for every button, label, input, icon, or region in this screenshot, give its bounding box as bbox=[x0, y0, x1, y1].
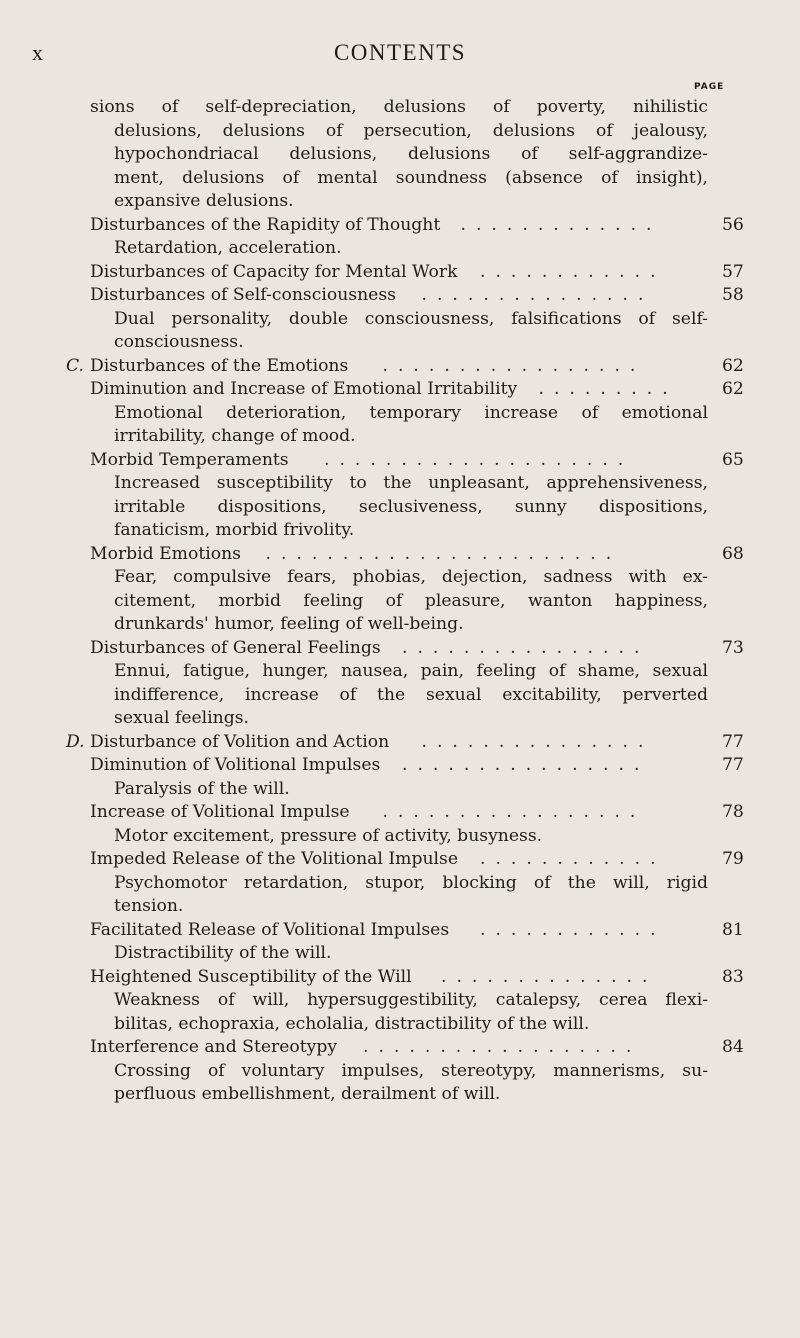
toc-description-line bbox=[0, 660, 800, 684]
entry-title: Interference and Stereotypy bbox=[90, 1037, 338, 1057]
page-number: 62 bbox=[722, 355, 744, 376]
entry-title: Disturbances of General Feelings bbox=[90, 637, 381, 658]
leader-dots: ............... bbox=[421, 731, 654, 752]
toc-description-line bbox=[0, 472, 800, 496]
toc-entry bbox=[0, 214, 800, 238]
entry-title: Disturbances of Capacity for Mental Work bbox=[90, 261, 458, 282]
page-number: 77 bbox=[722, 731, 744, 752]
page-number: 56 bbox=[722, 214, 744, 235]
description-text: Distractibility of the will. bbox=[114, 943, 332, 963]
description-text: tension. bbox=[114, 896, 184, 916]
entry-title: Heightened Susceptibility of the Will bbox=[90, 966, 412, 987]
description-text: perfluous embellishment, derailment of will. bbox=[114, 1084, 501, 1104]
description-text: Retardation, acceleration. bbox=[114, 238, 342, 258]
leader-dots: ................. bbox=[382, 802, 646, 822]
description-text: ment, delusions of mental soundness (absence of insight), bbox=[114, 167, 708, 188]
toc-description-line bbox=[0, 402, 800, 426]
entry-title: Diminution of Volitional Impulses bbox=[90, 755, 381, 775]
leader-dots: ............. bbox=[460, 214, 662, 235]
leader-dots: ............ bbox=[480, 849, 666, 869]
toc-section-heading bbox=[0, 355, 800, 379]
leader-dots: ................ bbox=[402, 755, 650, 775]
toc-description-line bbox=[0, 1060, 800, 1084]
page-header bbox=[0, 40, 800, 72]
description-text: irritability, change of mood. bbox=[114, 426, 356, 446]
toc-description-line bbox=[0, 872, 800, 896]
toc-description-line bbox=[0, 496, 800, 520]
toc-section-heading bbox=[0, 731, 800, 755]
page-number: 62 bbox=[722, 379, 744, 399]
toc-description-line bbox=[0, 190, 800, 214]
leader-dots: .................... bbox=[324, 449, 634, 470]
entry-title: Impeded Release of the Volitional Impulse bbox=[90, 849, 459, 869]
running-title: CONTENTS bbox=[333, 40, 467, 65]
description-text: sexual feelings. bbox=[114, 708, 250, 728]
description-text: Motor excitement, pressure of activity, busyness. bbox=[114, 825, 543, 846]
toc-entry bbox=[0, 848, 800, 872]
toc-description-line bbox=[0, 566, 800, 590]
description-text: indifference, increase of the sexual excitability, perverted bbox=[114, 684, 708, 705]
toc-entry bbox=[0, 261, 800, 285]
description-text: sions of self-depreciation, delusions of poverty, nihilistic bbox=[90, 97, 708, 117]
toc-entry bbox=[0, 801, 800, 825]
toc-entry bbox=[0, 637, 800, 661]
section-letter: D. bbox=[66, 731, 85, 752]
toc-description-line bbox=[0, 707, 800, 731]
toc-description-line bbox=[0, 989, 800, 1013]
leader-dots: .................. bbox=[363, 1037, 642, 1057]
description-text: Increased susceptibility to the unpleasant, apprehensiveness, bbox=[114, 473, 708, 493]
leader-dots: ............... bbox=[421, 285, 654, 305]
description-text: Paralysis of the will. bbox=[114, 778, 290, 799]
toc-entry bbox=[0, 966, 800, 990]
leader-dots: ......... bbox=[538, 379, 678, 399]
description-text: Fear, compulsive fears, phobias, dejection, sadness with ex- bbox=[114, 567, 708, 587]
description-text: delusions, delusions of persecution, delusions of jealousy, bbox=[114, 120, 708, 141]
leader-dots: ............ bbox=[480, 919, 666, 940]
page-number: 58 bbox=[722, 285, 744, 305]
description-text: bilitas, echopraxia, echolalia, distractibility of the will. bbox=[114, 1013, 590, 1034]
section-letter: C. bbox=[66, 355, 85, 376]
toc-description-line bbox=[0, 895, 800, 919]
page-number: 77 bbox=[722, 755, 744, 775]
description-text: consciousness. bbox=[114, 332, 244, 352]
toc-description-line bbox=[0, 96, 800, 120]
toc-entry bbox=[0, 378, 800, 402]
toc-description-line bbox=[0, 167, 800, 191]
toc-description-line bbox=[0, 1083, 800, 1107]
entry-title: Disturbances of the Rapidity of Thought bbox=[90, 214, 441, 235]
toc-description-line bbox=[0, 613, 800, 637]
description-text: expansive delusions. bbox=[114, 191, 294, 211]
description-text: Psychomotor retardation, stupor, blocking of the will, rigid bbox=[114, 872, 708, 893]
toc-description-line bbox=[0, 590, 800, 614]
toc-entry bbox=[0, 284, 800, 308]
toc-description-line bbox=[0, 1013, 800, 1037]
entry-title: Disturbance of Volition and Action bbox=[90, 731, 390, 752]
description-text: fanaticism, morbid frivolity. bbox=[114, 520, 355, 540]
page-number: 81 bbox=[722, 919, 744, 940]
page-column-label: PAGE bbox=[694, 82, 725, 92]
toc-description-line bbox=[0, 684, 800, 708]
toc-description-line bbox=[0, 519, 800, 543]
toc-description-line bbox=[0, 825, 800, 849]
toc-entry bbox=[0, 919, 800, 943]
entry-title: Facilitated Release of Volitional Impulses bbox=[90, 919, 450, 940]
entry-title: Morbid Emotions bbox=[90, 543, 241, 564]
leader-dots: ............ bbox=[480, 261, 666, 282]
toc-description-line bbox=[0, 143, 800, 167]
page-number: 84 bbox=[722, 1037, 744, 1057]
entry-title: Disturbances of Self-consciousness bbox=[90, 285, 396, 305]
leader-dots: ....................... bbox=[265, 543, 622, 564]
description-text: Crossing of voluntary impulses, stereotypy, mannerisms, su- bbox=[114, 1060, 708, 1081]
entry-title: Morbid Temperaments bbox=[90, 449, 289, 470]
entry-title: Increase of Volitional Impulse bbox=[90, 802, 350, 822]
entry-title: Diminution and Increase of Emotional Irritability bbox=[90, 379, 518, 399]
description-text: citement, morbid feeling of pleasure, wanton happiness, bbox=[114, 590, 708, 611]
toc-description-line bbox=[0, 237, 800, 261]
page-folio: x bbox=[32, 40, 43, 65]
toc-entry bbox=[0, 1036, 800, 1060]
toc-description-line bbox=[0, 331, 800, 355]
description-text: drunkards' humor, feeling of well-being. bbox=[114, 614, 464, 634]
entry-title: Disturbances of the Emotions bbox=[90, 355, 349, 376]
page-number: 79 bbox=[722, 849, 744, 869]
toc-description-line bbox=[0, 942, 800, 966]
toc-entry bbox=[0, 754, 800, 778]
page-number: 68 bbox=[722, 543, 744, 564]
description-text: irritable dispositions, seclusiveness, sunny dispositions, bbox=[114, 496, 708, 517]
table-of-contents bbox=[0, 96, 800, 1107]
toc-description-line bbox=[0, 425, 800, 449]
toc-entry bbox=[0, 543, 800, 567]
toc-description-line bbox=[0, 120, 800, 144]
leader-dots: ................. bbox=[382, 355, 646, 376]
page-number: 57 bbox=[722, 261, 744, 282]
leader-dots: ................ bbox=[402, 637, 650, 658]
toc-entry bbox=[0, 449, 800, 473]
description-text: Dual personality, double consciousness, falsifications of self- bbox=[114, 308, 708, 329]
description-text: Emotional deterioration, temporary increase of emotional bbox=[114, 402, 708, 423]
description-text: Weakness of will, hypersuggestibility, catalepsy, cerea flexi- bbox=[114, 990, 708, 1010]
toc-description-line bbox=[0, 778, 800, 802]
leader-dots: .............. bbox=[441, 966, 658, 987]
page-number: 73 bbox=[722, 637, 744, 658]
page-number: 78 bbox=[722, 802, 744, 822]
description-text: Ennui, fatigue, hunger, nausea, pain, feeling of shame, sexual bbox=[114, 661, 708, 681]
toc-description-line bbox=[0, 308, 800, 332]
page-number: 65 bbox=[722, 449, 744, 470]
page-number: 83 bbox=[722, 966, 744, 987]
description-text: hypochondriacal delusions, delusions of self-aggrandize- bbox=[114, 144, 708, 164]
